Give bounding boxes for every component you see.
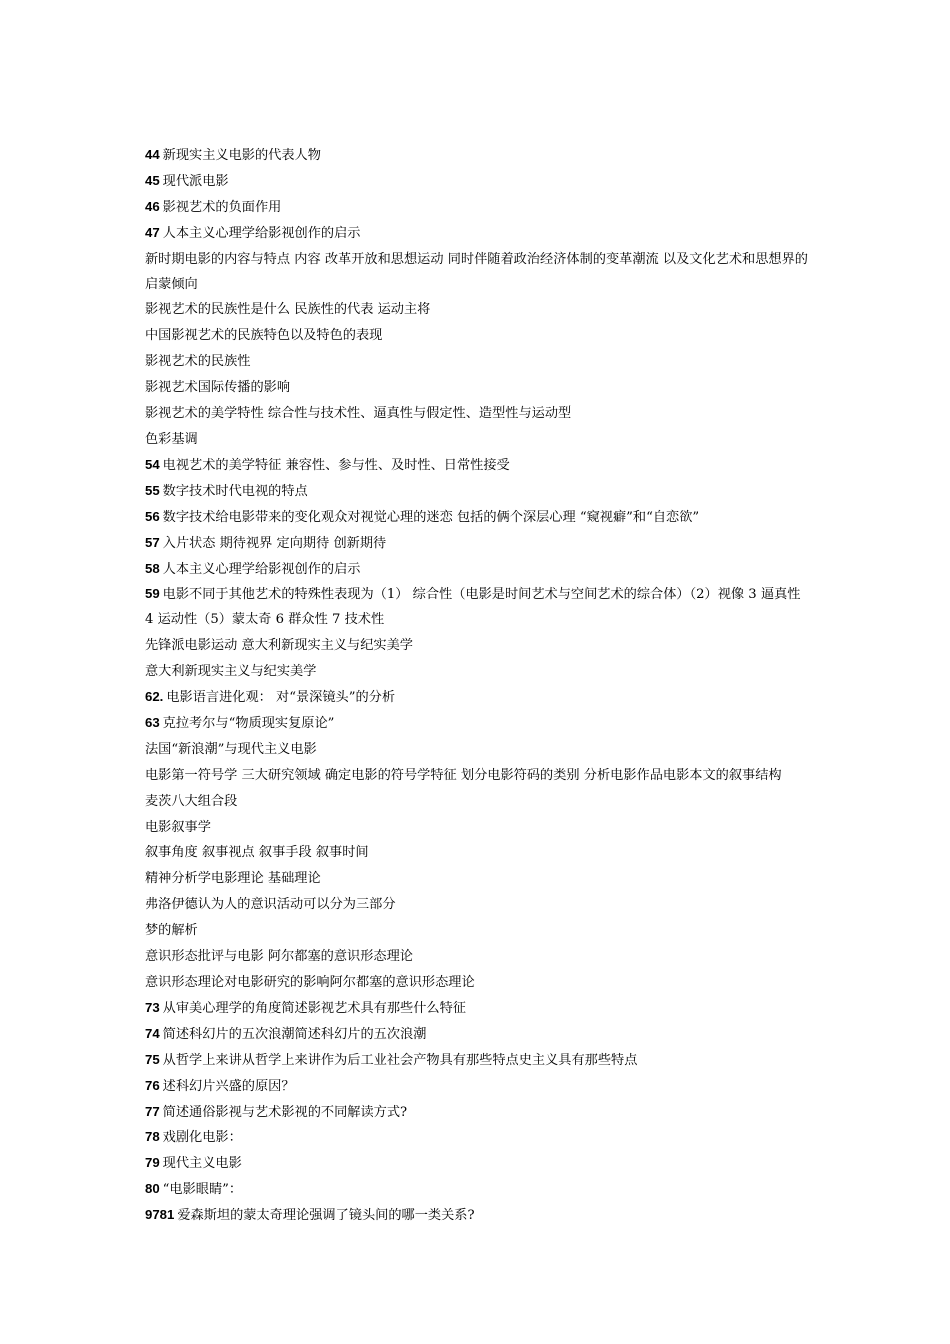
item-number: 9781 bbox=[145, 1207, 175, 1223]
item-text: “电影眼睛”： bbox=[162, 1182, 243, 1198]
item-text: 意识形态理论对电影研究的影响阿尔都塞的意识形态理论 bbox=[145, 975, 475, 990]
item-text: 电影语言进化观： 对“景深镜头”的分析 bbox=[166, 690, 396, 706]
document-line bbox=[145, 582, 813, 633]
item-text: 精神分析学电影理论 基础理论 bbox=[145, 871, 321, 887]
document-line bbox=[145, 453, 813, 479]
item-text: 入片状态 期待视界 定向期待 创新期待 bbox=[162, 535, 387, 551]
document-line bbox=[145, 711, 813, 737]
document-line bbox=[145, 970, 813, 996]
item-number: 44 bbox=[145, 147, 160, 162]
item-number: 77 bbox=[145, 1103, 160, 1119]
document-line bbox=[145, 401, 813, 427]
item-text: 电影第一符号学 三大研究领域 确定电影的符号学特征 划分电影符码的类别 分析电影作品电影本文的叙事结构 bbox=[145, 767, 782, 783]
document-line bbox=[145, 195, 813, 221]
document-line bbox=[145, 143, 813, 169]
document-line bbox=[145, 1125, 813, 1151]
item-text: 爱森斯坦的蒙太奇理论强调了镜头间的哪一类关系? bbox=[177, 1208, 475, 1224]
document-line bbox=[145, 221, 813, 247]
item-number: 55 bbox=[145, 482, 160, 498]
document-line bbox=[145, 323, 813, 349]
item-text: 戏剧化电影： bbox=[162, 1130, 242, 1146]
item-text: 简述科幻片的五次浪潮简述科幻片的五次浪潮 bbox=[162, 1026, 427, 1042]
item-text: 影视艺术的美学特性 综合性与技术性、逼真性与假定性、造型性与运动型 bbox=[145, 406, 572, 422]
item-text: 数字技术时代电视的特点 bbox=[162, 483, 308, 499]
item-text: 简述通俗影视与艺术影视的不同解读方式? bbox=[162, 1104, 408, 1120]
document-line bbox=[145, 169, 813, 195]
item-text: 述科幻片兴盛的原因？ bbox=[162, 1078, 295, 1094]
item-text: 法国“新浪潮”与现代主义电影 bbox=[145, 741, 317, 757]
document-line bbox=[145, 557, 813, 583]
item-text: 意大利新现实主义与纪实美学 bbox=[145, 664, 317, 680]
item-number: 54 bbox=[145, 456, 160, 472]
document-line bbox=[145, 944, 813, 970]
document-line bbox=[145, 349, 813, 375]
document-line bbox=[145, 659, 813, 685]
document-line bbox=[145, 247, 813, 298]
item-text: 从审美心理学的角度简述影视艺术具有那些什么特征 bbox=[162, 1000, 466, 1016]
item-number: 59 bbox=[145, 586, 160, 602]
item-text: 人本主义心理学给影视创作的启示 bbox=[162, 561, 361, 577]
item-text: 色彩基调 bbox=[145, 431, 198, 447]
item-text: 现代派电影 bbox=[162, 173, 229, 189]
document-line bbox=[145, 479, 813, 505]
item-text: 影视艺术的民族性是什么 民族性的代表 运动主将 bbox=[145, 302, 431, 318]
document-body bbox=[145, 143, 813, 1229]
item-text: 新时期电影的内容与特点 内容 改革开放和思想运动 同时伴随着政治经济体制的变革潮流 以及文化艺术和思想界的启蒙倾向 bbox=[145, 251, 808, 292]
document-line bbox=[145, 633, 813, 659]
document-line bbox=[145, 1022, 813, 1048]
document-line bbox=[145, 763, 813, 789]
item-text: 克拉考尔与“物质现实复原论” bbox=[162, 715, 335, 731]
item-text: 弗洛伊德认为人的意识活动可以分为三部分 bbox=[145, 897, 396, 913]
item-text: 叙事角度 叙事视点 叙事手段 叙事时间 bbox=[145, 845, 369, 861]
document-line bbox=[145, 1048, 813, 1074]
document-line bbox=[145, 375, 813, 401]
item-number: 75 bbox=[145, 1051, 160, 1067]
document-line bbox=[145, 996, 813, 1022]
item-number: 58 bbox=[145, 560, 160, 576]
item-text: 电视艺术的美学特征 兼容性、参与性、及时性、日常性接受 bbox=[162, 457, 510, 473]
item-text: 先锋派电影运动 意大利新现实主义与纪实美学 bbox=[145, 638, 413, 654]
item-text: 现代主义电影 bbox=[162, 1156, 242, 1172]
item-text: 梦的解析 bbox=[145, 923, 198, 939]
item-text: 影视艺术的负面作用 bbox=[162, 199, 282, 215]
item-number: 80 bbox=[145, 1181, 160, 1197]
document-line bbox=[145, 1203, 813, 1229]
item-number: 57 bbox=[145, 534, 160, 550]
document-line bbox=[145, 297, 813, 323]
item-number: 45 bbox=[145, 172, 160, 188]
item-text: 电影不同于其他艺术的特殊性表现为（1） 综合性（电影是时间艺术与空间艺术的综合体）（2）视像 3 逼真性 4 运动性（5）蒙太奇 6 群众性 7 技术性 bbox=[145, 587, 801, 628]
item-text: 意识形态批评与电影 阿尔都塞的意识形态理论 bbox=[145, 949, 413, 965]
item-text: 影视艺术的民族性 bbox=[145, 354, 251, 370]
item-number: 78 bbox=[145, 1129, 160, 1145]
item-number: 79 bbox=[145, 1155, 160, 1171]
document-line bbox=[145, 685, 813, 711]
item-number: 73 bbox=[145, 999, 160, 1015]
item-text: 中国影视艺术的民族特色以及特色的表现 bbox=[145, 328, 383, 344]
item-text: 数字技术给电影带来的变化观众对视觉心理的迷恋 包括的俩个深层心理 “窥视癖”和“自恋欲” bbox=[162, 509, 700, 525]
document-line bbox=[145, 531, 813, 557]
document-line bbox=[145, 1151, 813, 1177]
item-text: 电影叙事学 bbox=[145, 819, 211, 835]
document-line bbox=[145, 1177, 813, 1203]
document-line bbox=[145, 789, 813, 815]
document-line bbox=[145, 815, 813, 841]
document-line bbox=[145, 427, 813, 453]
item-text: 从哲学上来讲从哲学上来讲作为后工业社会产物具有那些特点史主义具有那些特点 bbox=[162, 1052, 638, 1068]
document-line bbox=[145, 892, 813, 918]
document-line bbox=[145, 505, 813, 531]
document-line bbox=[145, 737, 813, 763]
document-line bbox=[145, 1100, 813, 1126]
item-number: 62. bbox=[145, 689, 164, 705]
document-line bbox=[145, 918, 813, 944]
document-line bbox=[145, 866, 813, 892]
item-number: 47 bbox=[145, 224, 160, 240]
item-text: 新现实主义电影的代表人物 bbox=[162, 148, 321, 163]
item-text: 影视艺术国际传播的影响 bbox=[145, 380, 291, 396]
document-line bbox=[145, 1074, 813, 1100]
item-number: 46 bbox=[145, 198, 160, 214]
item-number: 56 bbox=[145, 508, 160, 524]
item-number: 63 bbox=[145, 714, 160, 730]
item-number: 74 bbox=[145, 1025, 160, 1041]
item-text: 麦茨八大组合段 bbox=[145, 793, 238, 809]
item-text: 人本主义心理学给影视创作的启示 bbox=[162, 225, 361, 241]
item-number: 76 bbox=[145, 1077, 160, 1093]
document-line bbox=[145, 840, 813, 866]
